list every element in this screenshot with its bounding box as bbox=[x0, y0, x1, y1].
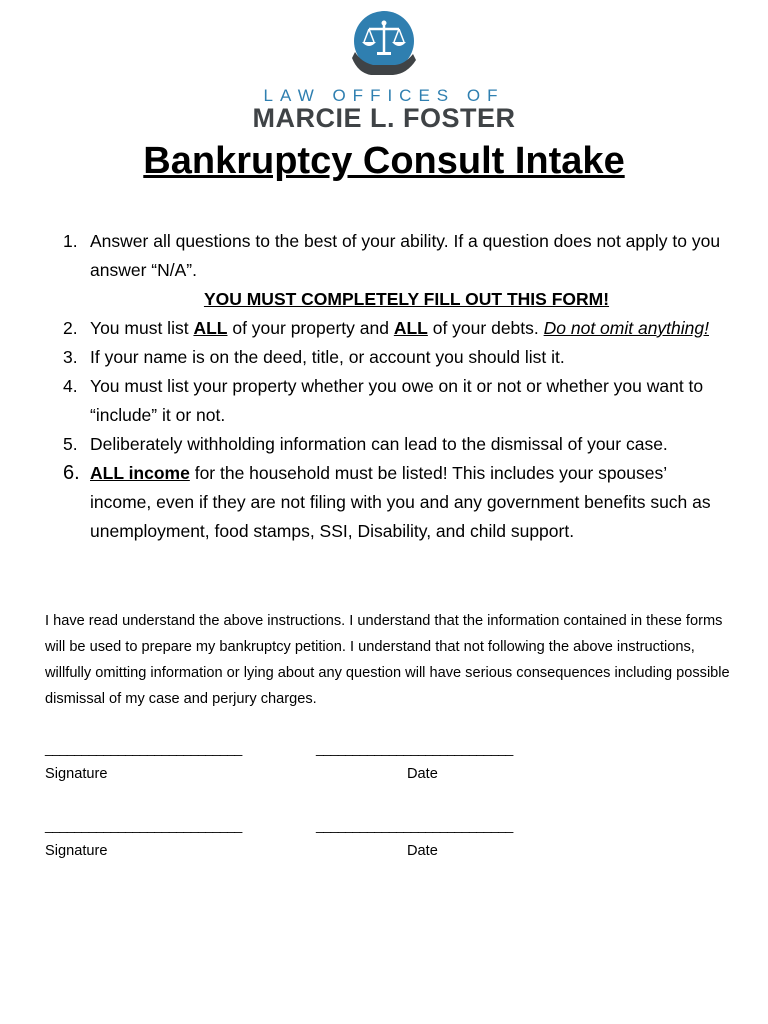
item-number: 6. bbox=[63, 462, 80, 484]
firm-logo bbox=[0, 10, 768, 80]
instructions-list bbox=[63, 227, 723, 546]
date-line-1[interactable]: ___________________________ bbox=[316, 740, 513, 756]
instruction-item-3 bbox=[63, 343, 723, 372]
item-text: Answer all questions to the best of your ability. If a question does not apply to you answer “N/A”. bbox=[90, 231, 721, 280]
date-label-1: Date bbox=[407, 766, 438, 782]
item-text: ALL income for the household must be listed! This includes your spouses’ income, even if they are not filing with you and any government benefits such as unemployment, food stamps, SSI, Disability, and child support. bbox=[90, 463, 711, 541]
item-text: If your name is on the deed, title, or account you should list it. bbox=[90, 347, 565, 367]
signature-label-1: Signature bbox=[45, 766, 108, 782]
signature-line-1[interactable]: ___________________________ bbox=[45, 740, 242, 756]
signature-line-2[interactable]: ___________________________ bbox=[45, 817, 242, 833]
page-title: Bankruptcy Consult Intake bbox=[143, 140, 625, 182]
firm-name-line1: LAW OFFICES OF bbox=[263, 86, 505, 105]
item-number: 4. bbox=[63, 376, 78, 396]
acknowledgement-text: I have read understand the above instructions. I understand that the information contained in these forms will be used to prepare my bankruptcy petition. I understand that not following the above instructions, willfully omitting information or lying about any question will have serious consequences including possible dismissal of my case and perjury charges. bbox=[45, 613, 730, 707]
date-line-2[interactable]: ___________________________ bbox=[316, 817, 513, 833]
instruction-item-5 bbox=[63, 430, 723, 459]
instruction-item-6 bbox=[63, 459, 723, 546]
item-text: You must list ALL of your property and ALL of your debts. Do not omit anything! bbox=[90, 318, 709, 338]
item-text: You must list your property whether you owe on it or not or whether you want to “include” it or not. bbox=[90, 376, 704, 425]
scales-of-justice-icon bbox=[349, 10, 419, 80]
item-number: 1. bbox=[63, 231, 78, 251]
signature-label-2: Signature bbox=[45, 843, 108, 859]
instruction-item-1 bbox=[63, 227, 723, 285]
item-number: 2. bbox=[63, 318, 78, 338]
item-text: Deliberately withholding information can lead to the dismissal of your case. bbox=[90, 434, 668, 454]
form-notice: YOU MUST COMPLETELY FILL OUT THIS FORM! bbox=[203, 289, 610, 309]
firm-name-line2: MARCIE L. FOSTER bbox=[252, 103, 516, 133]
item-number: 5. bbox=[63, 434, 78, 454]
date-label-2: Date bbox=[407, 843, 438, 859]
instruction-item-2 bbox=[63, 314, 723, 343]
item-number: 3. bbox=[63, 347, 78, 367]
instruction-item-4 bbox=[63, 372, 723, 430]
